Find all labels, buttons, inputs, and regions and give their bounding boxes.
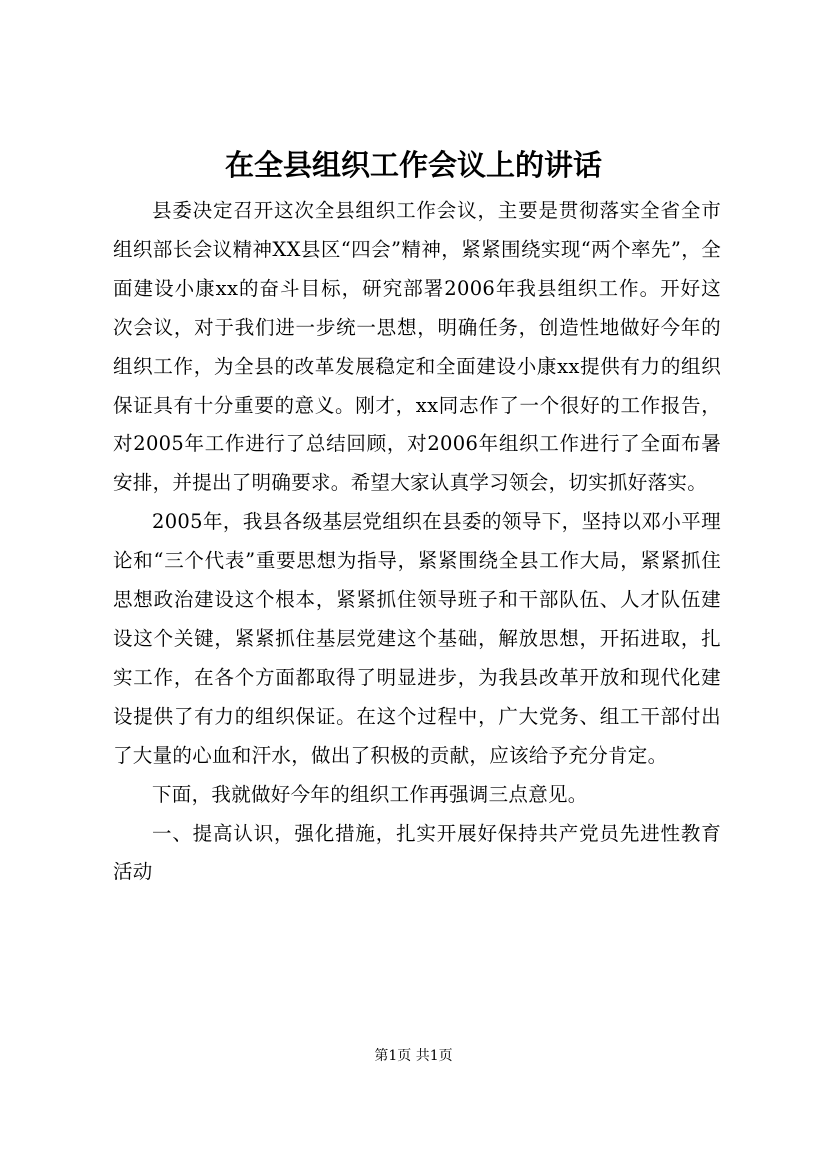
paragraph-2: 2005年，我县各级基层党组织在县委的领导下，坚持以邓小平理论和“三个代表”重要思想为指导，紧紧围绕全县工作大局，紧紧抓住思想政治建设这个根本，紧紧抓住领导班子和干部队伍、人才队伍建设这个关键，紧紧抓住基层党建这个基础，解放思想，开拓进取，扎实工作，在各个方面都取得了明显进步，为我县改革开放和现代化建设提供了有力的组织保证。在这个过程中，广大党务、组工干部付出了大量的心血和汗水，做出了积极的贡献，应该给予充分肯定。 — [113, 510, 721, 767]
section-heading-1: 一、提高认识，强化措施，扎实开展好保持共产党员先进性教育活动 — [113, 821, 721, 884]
paragraph-3: 下面，我就做好今年的组织工作再强调三点意见。 — [152, 782, 588, 806]
paragraph-1: 县委决定召开这次全县组织工作会议，主要是贯彻落实全省全市组织部长会议精神XX县区“四会”精神，紧紧围绕实现“两个率先”，全面建设小康xx的奋斗目标，研究部署2006年我县组织工作。开好这次会议，对于我们进一步统一思想，明确任务，创造性地做好今年的组织工作，为全县的改革发展稳定和全面建设小康xx提供有力的组织保证具有十分重要的意义。刚才，xx同志作了一个很好的工作报告，对2005年工作进行了总结回顾，对2006年组织工作进行了全面布暑安排，并提出了明确要求。希望大家认真学习领会，切实抓好落实。 — [113, 199, 721, 495]
document-title: 在全县组织工作会议上的讲话 — [224, 148, 602, 182]
document-body — [113, 192, 721, 892]
page-footer: 第1页 共1页 — [374, 1048, 453, 1064]
